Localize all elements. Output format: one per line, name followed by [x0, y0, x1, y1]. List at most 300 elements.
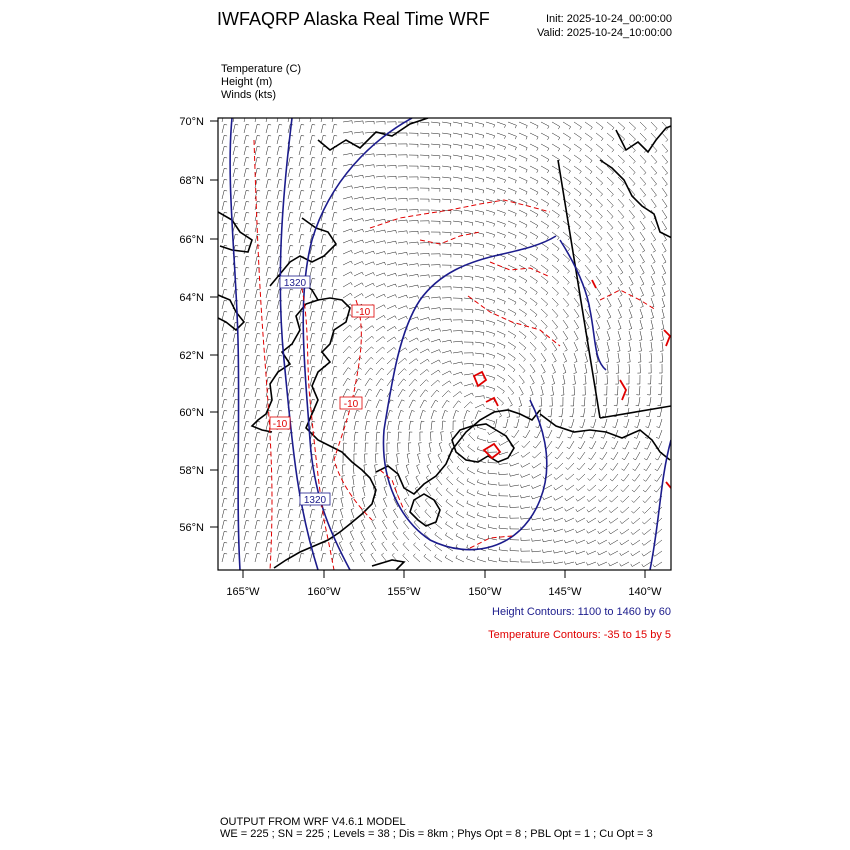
- wind-barb: [574, 199, 581, 207]
- wind-barb: [514, 419, 519, 428]
- wind-barb: [332, 399, 337, 408]
- lat-label: 70°N: [179, 116, 204, 128]
- wind-barb: [409, 379, 417, 386]
- wind-barb: [508, 342, 516, 349]
- wind-barb: [499, 472, 508, 475]
- wind-barb: [631, 518, 640, 524]
- wind-barb: [616, 364, 619, 373]
- wind-barb: [486, 166, 495, 172]
- wind-barb: [596, 144, 603, 152]
- wind-barb: [629, 243, 634, 252]
- wind-barb: [420, 155, 429, 159]
- wind-barb: [321, 410, 326, 419]
- wind-barb: [354, 197, 364, 200]
- wind-barb: [519, 221, 527, 228]
- wind-barb: [552, 320, 558, 329]
- wind-barb: [343, 207, 353, 210]
- wind-barb: [321, 124, 326, 133]
- wind-barb: [244, 179, 249, 188]
- wind-barb: [376, 315, 385, 320]
- wind-barb: [266, 267, 271, 276]
- wind-barb: [576, 496, 585, 501]
- wind-barb: [588, 463, 596, 470]
- wind-barb: [631, 507, 640, 513]
- wind-barb: [354, 443, 358, 452]
- wind-barb: [266, 542, 271, 551]
- wind-barb: [382, 531, 387, 540]
- wind-barb: [651, 177, 657, 186]
- wind-barb: [299, 410, 304, 419]
- temperature-contours-solid: [474, 280, 671, 488]
- wind-barb: [353, 465, 356, 474]
- wind-barb: [563, 309, 569, 318]
- wind-barb: [277, 179, 282, 188]
- lon-label: 150°W: [468, 586, 502, 598]
- lon-label: 145°W: [548, 586, 582, 598]
- field-temperature: Temperature (C): [221, 63, 302, 75]
- wind-barb: [420, 421, 424, 430]
- svg-text:-10: -10: [355, 307, 371, 318]
- wind-barb: [420, 400, 427, 408]
- wind-barb: [420, 264, 429, 267]
- wind-barb: [431, 199, 440, 203]
- wind-barb: [653, 562, 662, 567]
- wind-barb: [611, 452, 618, 460]
- wind-barb: [620, 562, 629, 566]
- wind-barb: [585, 133, 592, 141]
- wind-barb: [387, 176, 396, 179]
- wind-barb: [631, 551, 640, 556]
- wind-barb: [288, 311, 293, 320]
- wind-barb: [585, 221, 592, 229]
- wind-barb: [464, 309, 473, 313]
- wind-barb: [543, 518, 553, 521]
- wind-barb: [545, 430, 552, 438]
- wind-barb: [255, 311, 260, 320]
- wind-barb: [477, 513, 486, 519]
- wind-barb: [406, 465, 409, 475]
- wind-barb: [299, 399, 304, 408]
- wind-barb: [596, 133, 603, 141]
- wind-barb: [662, 199, 667, 208]
- wind-barb: [566, 452, 574, 459]
- wind-barb: [299, 201, 304, 210]
- wind-barb: [486, 276, 495, 282]
- model-output-line: OUTPUT FROM WRF V4.6.1 MODEL: [220, 816, 406, 828]
- wind-barb: [429, 443, 432, 452]
- wind-barb: [409, 327, 418, 331]
- wind-barb: [453, 382, 462, 386]
- wind-barb: [392, 542, 398, 551]
- wind-barb: [592, 397, 596, 406]
- wind-barb: [376, 143, 385, 146]
- wind-barb: [255, 355, 260, 364]
- wind-barb: [288, 465, 293, 474]
- wind-barb: [510, 515, 519, 518]
- wind-barb: [321, 465, 326, 474]
- chart-title: IWFAQRP Alaska Real Time WRF: [217, 9, 490, 29]
- wind-barb: [299, 223, 304, 232]
- wind-barb: [497, 166, 506, 172]
- wind-barb: [634, 441, 641, 449]
- wind-barb: [620, 551, 629, 556]
- wind-barb: [467, 534, 475, 540]
- wind-barb: [486, 353, 495, 359]
- wind-barb: [600, 441, 607, 449]
- wind-barb: [629, 232, 634, 241]
- wind-barb: [445, 533, 453, 540]
- wind-barb: [376, 326, 385, 331]
- wind-barb: [651, 298, 654, 308]
- wind-barb: [543, 528, 553, 531]
- wind-barb: [386, 454, 389, 463]
- wind-barb: [222, 256, 227, 265]
- wind-barb: [233, 124, 238, 133]
- wind-barb: [576, 529, 585, 533]
- wind-barb: [607, 155, 614, 163]
- wind-barb: [631, 562, 640, 567]
- wind-barb: [598, 496, 607, 502]
- wind-barb: [343, 164, 352, 167]
- wind-barb: [310, 355, 315, 364]
- wind-barb: [431, 133, 440, 137]
- wind-barb: [255, 135, 260, 144]
- temp-label-1: [352, 305, 374, 318]
- wind-barb: [607, 199, 613, 208]
- wind-barb: [618, 331, 621, 341]
- wind-barb: [541, 199, 549, 206]
- wind-barb: [222, 333, 227, 342]
- wind-barb: [662, 177, 667, 186]
- wind-barb: [599, 485, 608, 491]
- wind-barb: [332, 476, 337, 485]
- wind-barb: [266, 520, 271, 529]
- wind-barb: [233, 531, 238, 540]
- wind-barb: [222, 520, 227, 529]
- wind-barb: [633, 452, 640, 460]
- wind-barb: [596, 210, 602, 219]
- wind-barb: [244, 399, 249, 408]
- wind-barb: [382, 542, 387, 551]
- wind-barb: [638, 353, 641, 362]
- wind-barb: [299, 124, 304, 133]
- wind-barb: [354, 357, 362, 364]
- wind-barb: [244, 267, 249, 276]
- wind-barb: [255, 124, 260, 133]
- wind-barb: [574, 177, 581, 185]
- wind-barb: [613, 419, 619, 428]
- wind-barb: [222, 168, 227, 177]
- wind-barb: [453, 155, 462, 160]
- svg-text:1320: 1320: [303, 495, 327, 506]
- wind-barb: [508, 144, 516, 150]
- wind-barb: [299, 421, 304, 430]
- wind-barb: [486, 298, 495, 304]
- wind-barb: [414, 531, 420, 540]
- wind-barb: [375, 454, 378, 463]
- wind-barb: [530, 320, 537, 328]
- wind-barb: [541, 309, 548, 317]
- wind-barb: [424, 554, 431, 562]
- wind-barb: [640, 320, 643, 330]
- wind-barb: [365, 454, 368, 463]
- svg-text:-10: -10: [272, 419, 288, 430]
- wind-barb: [431, 400, 438, 408]
- wind-barb: [376, 294, 385, 298]
- wind-barb: [222, 223, 227, 232]
- wind-barb: [486, 221, 495, 227]
- wind-barb: [244, 168, 249, 177]
- wind-barb: [585, 309, 590, 318]
- wind-barb: [576, 507, 585, 512]
- wind-barb: [486, 155, 495, 161]
- wind-barb: [519, 254, 527, 261]
- wind-barb: [488, 513, 497, 518]
- wind-barb: [464, 331, 473, 335]
- wind-barb: [596, 331, 599, 341]
- wind-barb: [266, 146, 271, 155]
- wind-barb: [409, 253, 418, 256]
- wind-barb: [222, 432, 227, 441]
- wind-barb: [585, 144, 592, 152]
- wind-barb: [549, 397, 552, 406]
- wind-barb: [497, 210, 505, 216]
- wind-barb: [475, 411, 481, 419]
- wind-barb: [244, 542, 249, 551]
- wind-barb: [310, 520, 315, 529]
- wind-barb: [554, 550, 563, 553]
- wind-barb: [643, 496, 651, 503]
- wind-barb: [299, 190, 304, 199]
- wind-barb: [662, 133, 668, 142]
- wind-barb: [521, 474, 531, 477]
- wind-barb: [299, 432, 304, 441]
- wind-barb: [376, 262, 386, 265]
- wind-barb: [661, 320, 664, 329]
- wind-barb: [387, 241, 396, 244]
- wind-barb: [376, 122, 385, 125]
- wind-barb: [244, 311, 249, 320]
- wind-barb: [467, 478, 475, 485]
- wind-barb: [532, 485, 542, 489]
- wind-barb: [467, 556, 475, 562]
- wind-barb: [508, 309, 516, 316]
- wind-barb: [277, 135, 282, 144]
- wind-barb: [541, 342, 547, 351]
- wind-barb: [222, 399, 227, 408]
- wind-barb: [376, 305, 385, 309]
- wind-barb: [477, 502, 486, 508]
- wind-barb: [662, 144, 668, 153]
- wind-barb: [552, 375, 555, 385]
- wind-barb: [266, 289, 271, 298]
- wind-barb: [425, 498, 431, 507]
- wind-barb: [321, 333, 326, 342]
- wind-barb: [519, 155, 527, 161]
- wind-barb: [456, 533, 464, 540]
- wind-barb: [640, 177, 646, 186]
- wind-barb: [310, 190, 315, 199]
- wind-barb: [277, 355, 282, 364]
- wind-barb: [607, 144, 614, 152]
- wind-barb: [420, 210, 429, 213]
- wind-barb: [508, 166, 516, 172]
- wind-barb: [266, 245, 271, 254]
- wind-barb: [365, 378, 372, 386]
- wind-barb: [222, 146, 227, 155]
- wind-barb: [598, 540, 607, 544]
- wind-barb: [398, 358, 407, 364]
- wind-barb: [615, 375, 618, 384]
- wind-barb: [519, 397, 522, 407]
- wind-barb: [563, 122, 571, 129]
- wind-barb: [244, 366, 249, 375]
- wind-barb: [543, 560, 552, 563]
- wind-barb: [436, 476, 442, 485]
- wind-barb: [387, 187, 396, 190]
- wind-barb: [395, 476, 398, 486]
- wind-barb: [310, 212, 315, 221]
- wind-barb: [650, 320, 653, 330]
- wind-barb: [343, 153, 352, 156]
- wind-barb: [581, 397, 585, 406]
- wind-barb: [442, 298, 451, 301]
- wind-barb: [255, 333, 260, 342]
- wind-barb: [299, 168, 304, 177]
- wind-barb: [376, 421, 381, 430]
- wind-barb: [244, 124, 249, 133]
- wind-barb: [233, 498, 238, 507]
- wind-barb: [533, 441, 541, 448]
- wind-barb: [409, 285, 418, 288]
- wind-barb: [387, 252, 397, 255]
- wind-barb: [611, 441, 618, 449]
- wind-barb: [409, 359, 418, 364]
- wind-barb: [387, 263, 397, 266]
- wind-barb: [288, 201, 293, 210]
- wind-barb: [543, 507, 553, 510]
- wind-barb: [587, 518, 596, 523]
- wind-barb: [565, 561, 575, 564]
- wind-barb: [629, 199, 635, 208]
- wind-barb: [222, 377, 227, 386]
- wind-barb: [288, 377, 293, 386]
- wind-barb: [233, 542, 238, 551]
- wind-barb: [266, 509, 271, 518]
- wind-barb: [244, 487, 249, 496]
- wind-barb: [653, 529, 662, 535]
- wind-barb: [510, 484, 519, 487]
- wind-barb: [266, 300, 271, 309]
- wind-barb: [222, 542, 227, 551]
- wind-barb: [565, 551, 575, 554]
- wind-barb: [233, 135, 238, 144]
- wind-barb: [299, 454, 304, 463]
- wind-barb: [255, 322, 260, 331]
- wind-barb: [255, 542, 260, 551]
- wind-barb: [343, 186, 353, 189]
- wind-barb: [642, 562, 651, 567]
- lon-label: 140°W: [628, 586, 662, 598]
- wind-barb: [233, 399, 238, 408]
- wind-barb: [277, 454, 282, 463]
- wind-barb: [620, 518, 629, 524]
- wind-barb: [642, 529, 651, 535]
- wind-barb: [299, 476, 304, 485]
- wind-barb: [442, 177, 451, 181]
- wind-barb: [488, 503, 497, 508]
- wind-barb: [332, 344, 337, 353]
- wind-barb: [453, 401, 461, 408]
- wind-barb: [591, 408, 596, 417]
- wind-barb: [530, 177, 538, 184]
- wind-barb: [563, 144, 571, 151]
- wind-barb: [288, 300, 293, 309]
- wind-barb: [510, 548, 519, 552]
- wind-barb: [497, 309, 505, 315]
- wind-barb: [464, 393, 473, 397]
- wind-barb: [266, 256, 271, 265]
- wind-barb: [398, 242, 407, 245]
- wind-barb: [376, 347, 385, 353]
- wind-barb: [552, 210, 559, 218]
- wind-barb: [541, 133, 549, 140]
- wind-barb: [277, 157, 282, 166]
- wind-barb: [431, 421, 435, 430]
- wind-barb: [343, 346, 351, 353]
- wind-barb: [222, 267, 227, 276]
- wind-barb: [603, 397, 607, 406]
- wind-barb: [376, 432, 380, 441]
- wind-barb: [574, 353, 577, 363]
- wind-barb: [595, 364, 598, 373]
- wind-barb: [475, 364, 484, 368]
- wind-barb: [508, 122, 516, 128]
- wind-barb: [365, 347, 374, 353]
- wind-barb: [629, 309, 632, 319]
- wind-barb: [497, 320, 505, 326]
- wind-barb: [376, 176, 385, 179]
- wind-barb: [532, 474, 541, 478]
- wind-barb: [519, 144, 527, 150]
- wind-barb: [233, 388, 238, 397]
- wind-barb: [521, 506, 530, 509]
- wind-barb: [321, 168, 326, 177]
- wind-barb: [602, 408, 607, 417]
- wind-barb: [598, 551, 607, 555]
- wind-barb: [649, 353, 652, 362]
- wind-barb: [420, 339, 430, 343]
- wind-barb: [441, 432, 444, 441]
- wind-barb: [576, 551, 586, 554]
- wind-barb: [647, 397, 651, 406]
- wind-barb: [233, 487, 238, 496]
- wind-barb: [574, 166, 581, 174]
- wind-barb: [584, 364, 587, 373]
- wind-barb: [591, 419, 597, 428]
- wind-barb: [497, 353, 505, 360]
- wind-barb: [499, 525, 508, 529]
- wind-barb: [486, 342, 495, 348]
- wind-barb: [525, 419, 530, 428]
- wind-barb: [618, 122, 625, 130]
- wind-barb: [406, 476, 410, 486]
- wind-barb: [541, 232, 549, 240]
- wind-barb: [376, 230, 385, 233]
- wind-barb: [442, 166, 451, 170]
- wind-barb: [363, 487, 366, 497]
- wind-barb: [343, 229, 353, 232]
